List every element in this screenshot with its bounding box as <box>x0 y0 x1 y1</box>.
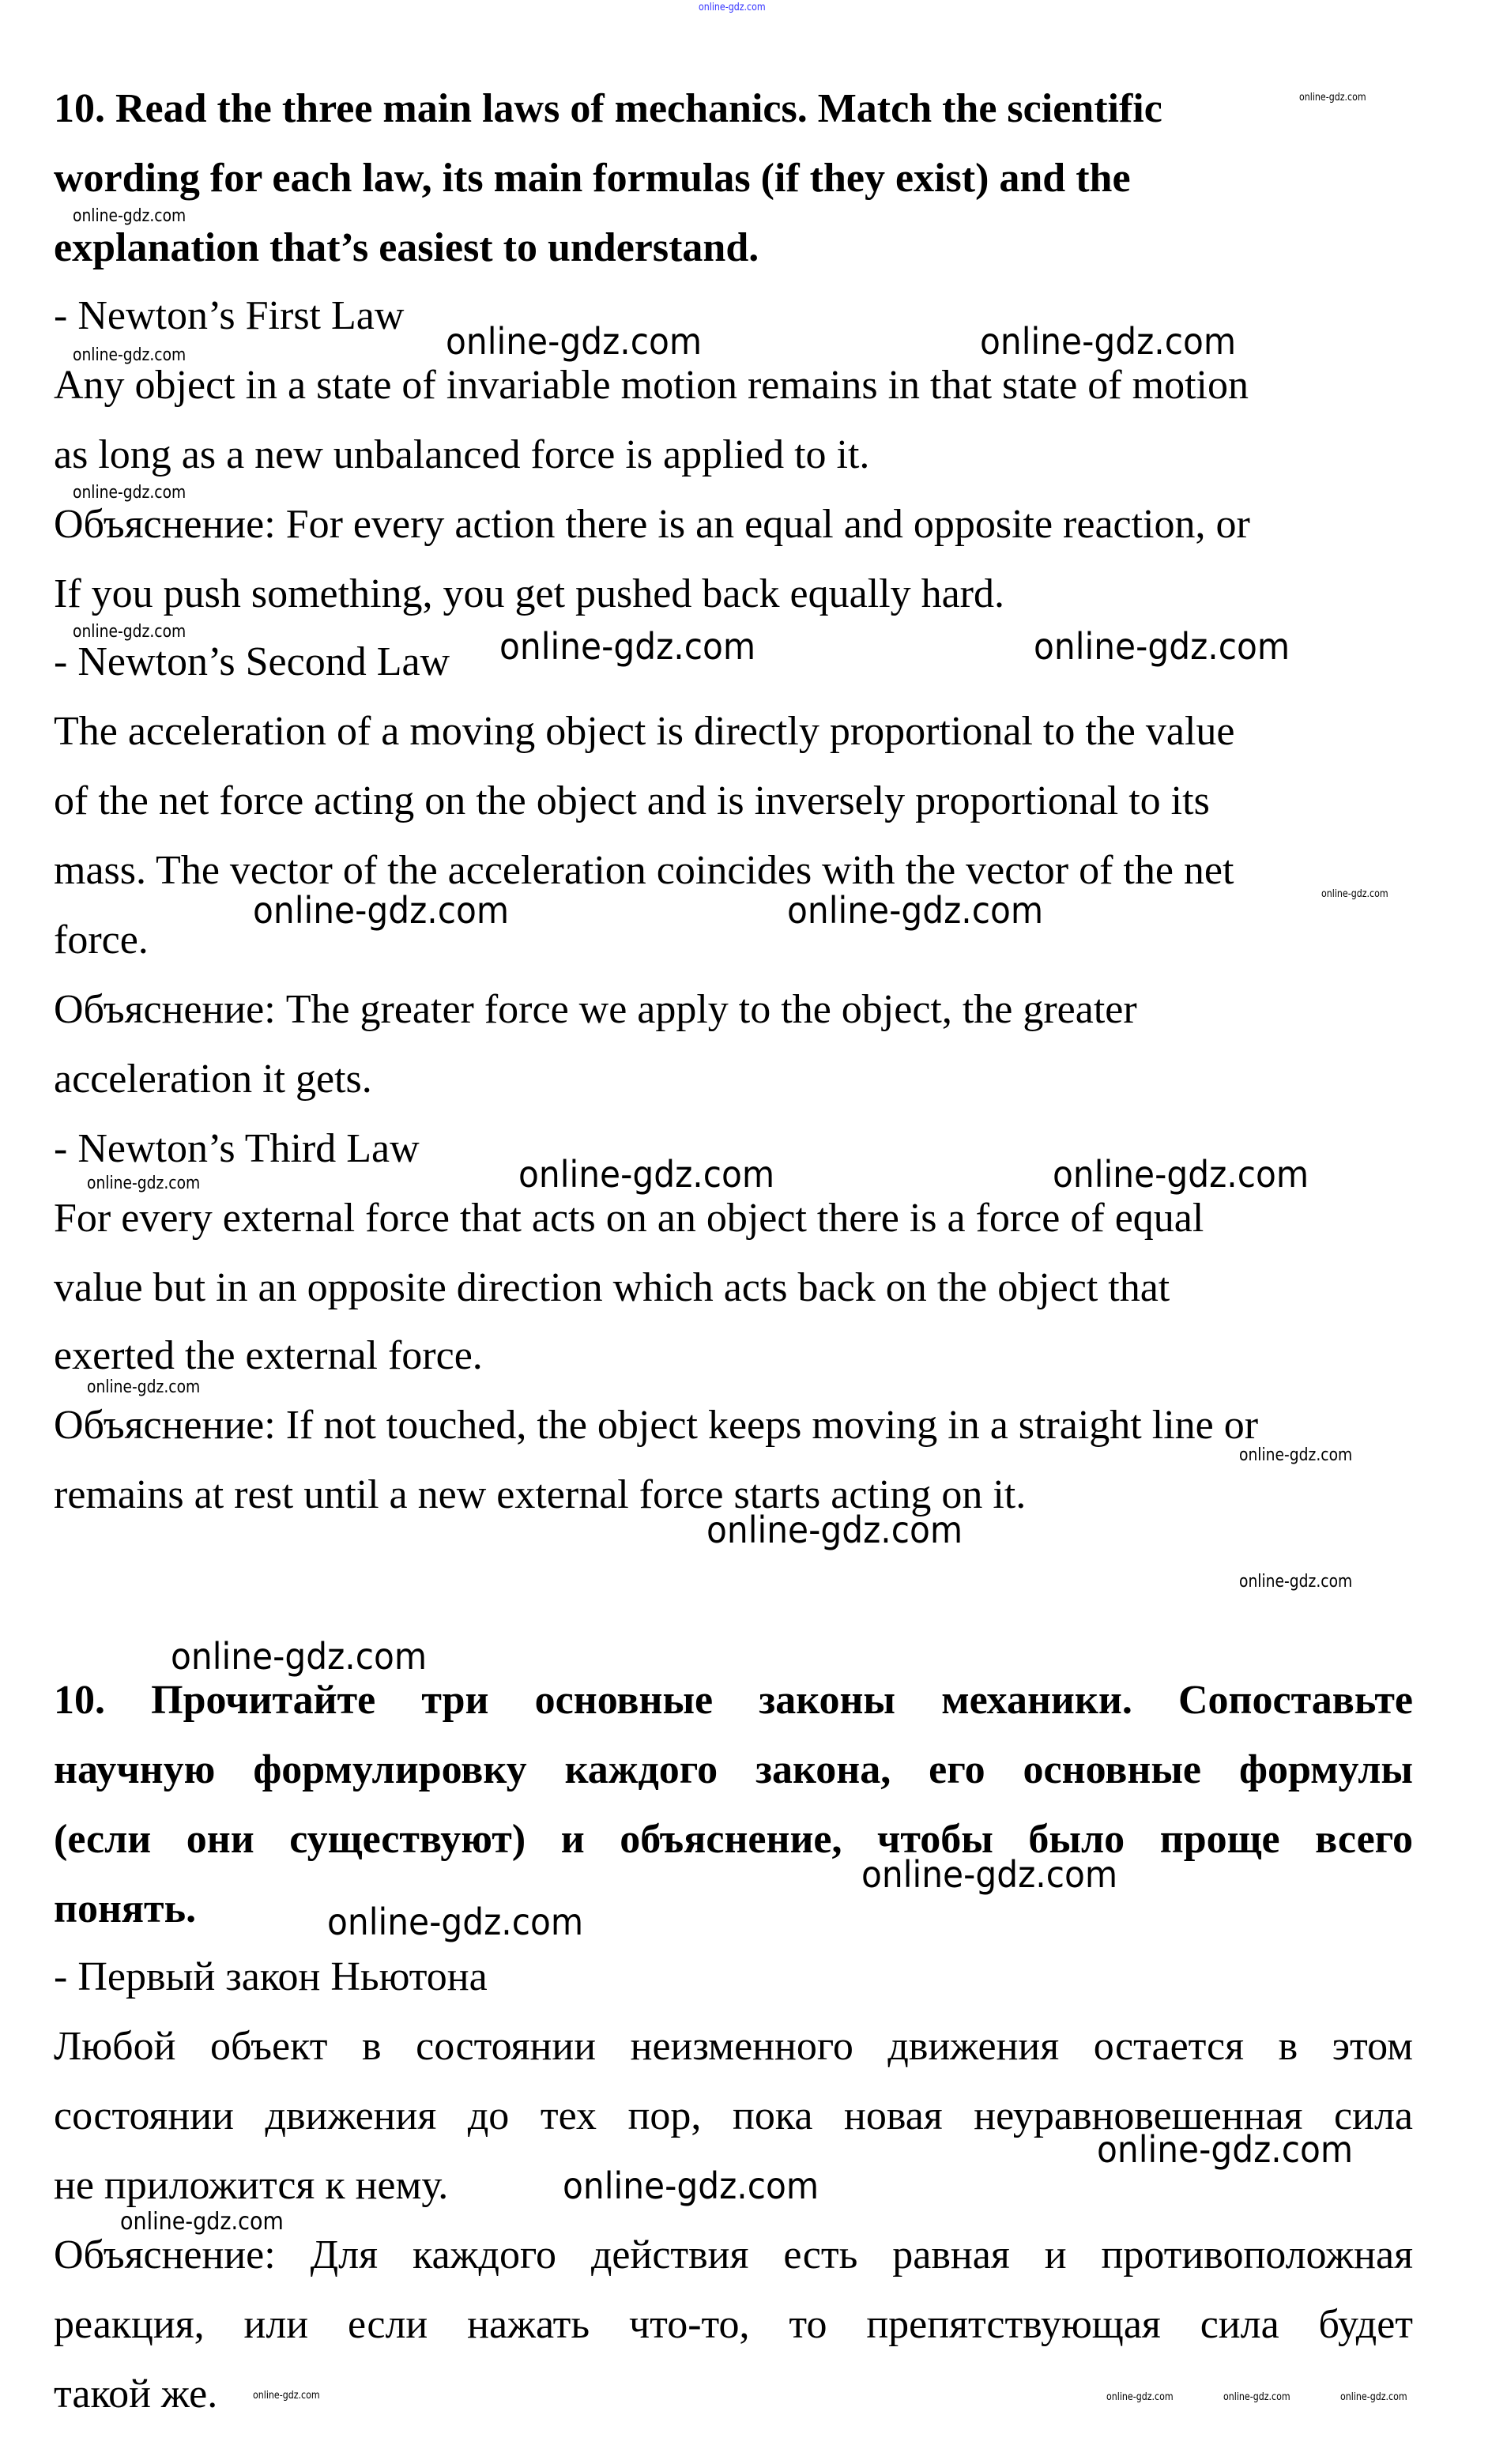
body-line: Объяснение: The greater force we apply to the object, the greater <box>54 987 1137 1032</box>
body-line: For every external force that acts on an object there is a force of equal <box>54 1196 1204 1241</box>
watermark: online-gdz.com <box>1299 92 1366 104</box>
body-line: force. <box>54 917 149 963</box>
watermark: online-gdz.com <box>253 889 510 932</box>
body-line: - Первый закон Ньютона <box>54 1954 488 1999</box>
watermark: online-gdz.com <box>1239 1572 1353 1592</box>
body-line: Any object in a state of invariable motion remains in that state of motion <box>54 363 1249 408</box>
body-line: - Newton’s Third Law <box>54 1126 420 1171</box>
watermark: online-gdz.com <box>499 625 756 668</box>
watermark: online-gdz.com <box>87 1174 201 1193</box>
watermark: online-gdz.com <box>563 2164 819 2207</box>
body-line: mass. The vector of the acceleration coincides with the vector of the net <box>54 848 1234 893</box>
watermark: online-gdz.com <box>706 1509 963 1551</box>
body-line: - Newton’s First Law <box>54 293 405 338</box>
heading-line: explanation that’s easiest to understand. <box>54 225 759 270</box>
body-line: такой же. <box>54 2372 218 2417</box>
body-line: acceleration it gets. <box>54 1057 372 1102</box>
heading-line: 10. Read the three main laws of mechanics. Match the scientific <box>54 86 1162 131</box>
body-line: реакция, или если нажать что-то, то препятствующая сила будет <box>54 2302 1413 2347</box>
watermark: online-gdz.com <box>1239 1445 1353 1465</box>
body-line: as long as a new unbalanced force is applied to it. <box>54 432 870 477</box>
body-line: Объяснение: If not touched, the object keeps moving in a straight line or <box>54 1403 1259 1448</box>
watermark: online-gdz.com <box>1340 2391 1407 2403</box>
watermark: online-gdz.com <box>1053 1153 1309 1196</box>
watermark: online-gdz.com <box>1097 2128 1354 2171</box>
watermark: online-gdz.com <box>253 2390 320 2402</box>
watermark: online-gdz.com <box>73 622 186 642</box>
body-line: Объяснение: For every action there is an equal and opposite reaction, or <box>54 502 1250 547</box>
watermark: online-gdz.com <box>787 889 1044 932</box>
watermark: online-gdz.com <box>73 483 186 503</box>
watermark: online-gdz.com <box>861 1853 1118 1896</box>
body-line: Объяснение: Для каждого действия есть равная и противоположная <box>54 2232 1413 2278</box>
watermark: online-gdz.com <box>980 320 1237 363</box>
body-line: состоянии движения до тех пор, пока новая неуравновешенная сила <box>54 2093 1413 2138</box>
body-line: не приложится к нему. <box>54 2163 449 2208</box>
watermark: online-gdz.com <box>120 2208 284 2236</box>
heading-line: (если они существуют) и объяснение, чтобы было проще всего <box>54 1817 1413 1862</box>
watermark: online-gdz.com <box>73 206 186 226</box>
body-line: of the net force acting on the object and is inversely proportional to its <box>54 778 1210 823</box>
watermark: online-gdz.com <box>1106 2391 1174 2403</box>
heading-line: понять. <box>54 1886 197 1931</box>
watermark: online-gdz.com <box>699 2 766 13</box>
body-line: value but in an opposite direction which acts back on the object that <box>54 1265 1170 1310</box>
heading-line: 10. Прочитайте три основные законы механики. Сопоставьте <box>54 1678 1413 1723</box>
watermark: online-gdz.com <box>446 320 703 363</box>
heading-line: научную формулировку каждого закона, его основные формулы <box>54 1747 1413 1792</box>
watermark: online-gdz.com <box>1223 2391 1290 2403</box>
watermark: online-gdz.com <box>171 1635 428 1678</box>
watermark: online-gdz.com <box>73 345 186 365</box>
watermark: online-gdz.com <box>327 1901 584 1943</box>
watermark: online-gdz.com <box>518 1153 775 1196</box>
body-line: If you push something, you get pushed back equally hard. <box>54 571 1004 616</box>
body-line: The acceleration of a moving object is directly proportional to the value <box>54 709 1235 754</box>
watermark: online-gdz.com <box>87 1377 201 1397</box>
watermark: online-gdz.com <box>1321 888 1388 900</box>
heading-line: wording for each law, its main formulas (if they exist) and the <box>54 156 1131 201</box>
watermark: online-gdz.com <box>1034 625 1290 668</box>
body-line: exerted the external force. <box>54 1333 483 1378</box>
body-line: Любой объект в состоянии неизменного движения остается в этом <box>54 2024 1413 2069</box>
body-line: - Newton’s Second Law <box>54 639 450 684</box>
body-line: remains at rest until a new external force starts acting on it. <box>54 1472 1027 1517</box>
